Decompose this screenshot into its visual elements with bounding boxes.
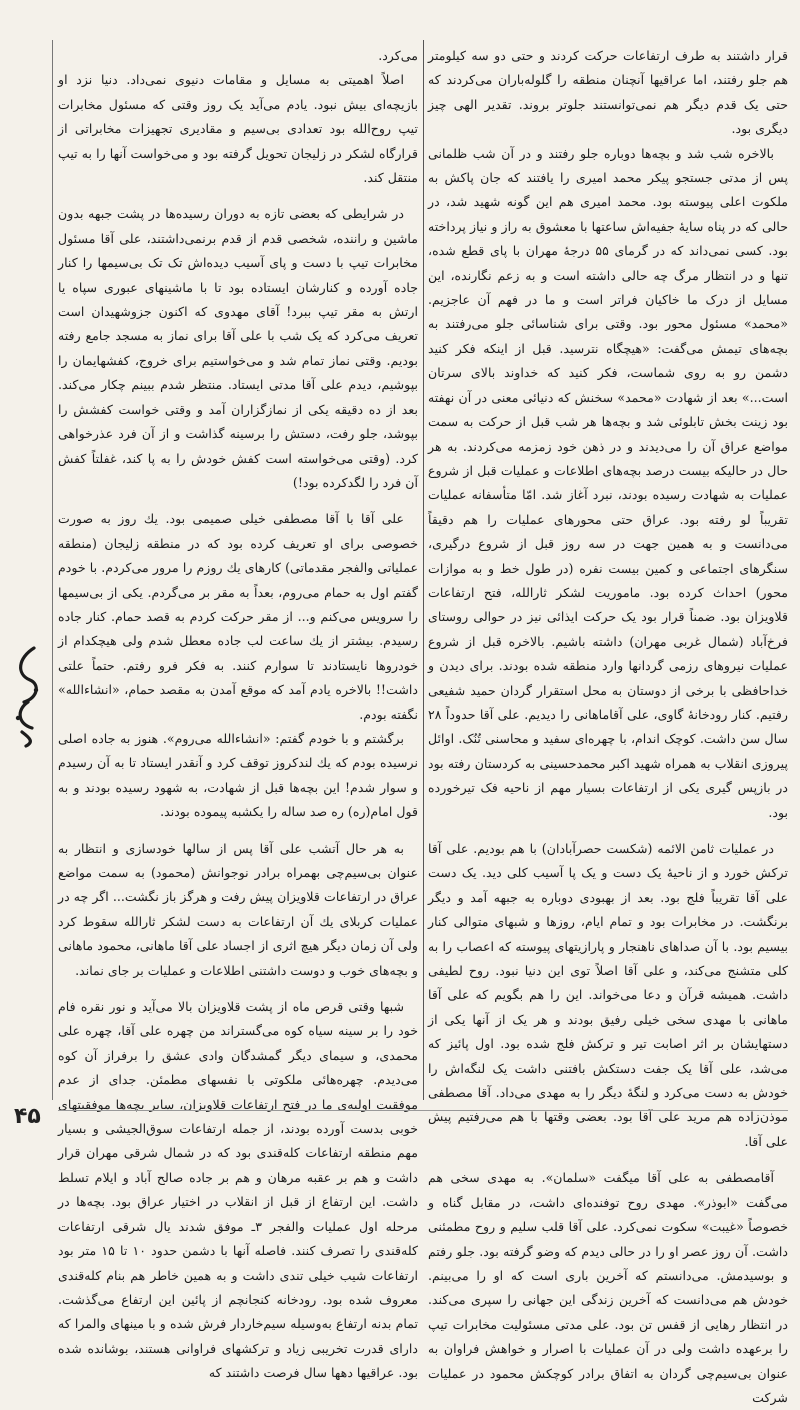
page-number: ۴۵ xyxy=(14,1104,41,1129)
paragraph: برگشتم و با خودم گفتم: «انشاءالله می‌روم». هنوز به جاده اصلی نرسیده بودم که یك لندکروز توقف کرد و آنقدر ایستاد تا به آن رسیدم و سوار شدم! این بچه‌ها قبل از شهادت، به شهود رسیده بودند و به قول امام(ره) ره صد ساله را یکشبه پیموده بودند. xyxy=(58,730,418,820)
paragraph: می‌کرد. xyxy=(378,48,418,63)
margin-rule xyxy=(52,40,53,1100)
text-column-left xyxy=(58,44,419,1381)
paragraph: به هر حال آتشب علی آقا پس از سالها خودسازی و انتظار به عنوان بی‌سیم‌چی بهمراه برادر نوجوانش (محمود) به سمت مواضع عراق در ارتفاعات قلاویزان پیش رفت و هرگز باز نگشت... اگر چه در عملیات کربلای یك آن ارتفاعات به دست لشکر ثارالله سقوط کرد ولی آن زمان دیگر هیچ اثری از اجساد علی آقا ماهانی، محمود ماهانی و بچه‌های خوب و دوست داشتنی اطلاعات و عملیات بر جای نماند. xyxy=(58,840,418,978)
magazine-logo xyxy=(4,640,48,750)
paragraph: علی آقا با آقا مصطفی خیلی صمیمی بود. یك روز به صورت خصوصی برای او تعریف کرده بود که در منطقه زلیجان (منطقه عملیاتی والفجر مقدماتی) کارهای یك روزم را مرور می‌کردم. با خودم گفتم اول به حمام می‌روم، بعداً به مقر بر می‌گردم. یکی از بی‌سیمها را سرویس می‌کنم و... از مقر حرکت کردم به قصد حمام. کنار جاده رسیدم. بیشتر از یك ساعت لب جاده معطل شدم ولی هیچکدام از خودروها نایستادند تا سوارم کنند. به فکر فرو رفتم. حتماً علتی داشت!! بالاخره یادم آمد که موقع آمدن به مقصد حمام، «انشاءالله» نگفته بودم. xyxy=(58,511,418,722)
paragraph: در شرایطی که بعضی تازه به دوران رسیده‌ها در پشت جبهه بدون ماشین و راننده، شخصی قدم از قدم برنمی‌داشتند، علی آقا مسئول مخابرات تیپ با دست و پای آسیب دیده‌اش تک تک بی‌سیمها را کنار جاده آورده و کنارشان ایستاده بود تا با ماشینهای عبوری سپاه یا ارتش به مقر تیپ ببرد! آقای مهدوی که اکنون جزوشهیدان است تعریف می‌کرد که یک شب با علی آقا برای نماز به مسجد جامع رفته بودیم. وقتی نماز تمام شد و می‌خواستیم برای خروج، کفشهایمان را بپوشیم، دیدم علی آقا مدتی ایستاد. منتظر شدم ببینم چکار می‌کند. بعد از ده دقیقه یکی از نمازگزاران آمد و وقتی خواست کفشش را بپوشد، جلو رفت، دستش را برسینه گذاشت و از آن فرد عذرخواهی کرد. (وقتی می‌خواسته است کفش خودش را به پا کند، غفلتاً کفش آن فرد را لگدکرده بود!) xyxy=(58,206,418,490)
column-divider xyxy=(423,40,424,1100)
paragraph: اصلاً اهمیتی به مسایل و مقامات دنیوی نمی‌داد. دنیا نزد او بازیچه‌ای بیش نبود. یادم می‌آید یک روز وقتی که مسئول مخابرات تیپ روح‌الله بود تعدادی بی‌سیم و مقادیری تجهیزات مخابراتی از قرارگاه لشکر در زلیجان تحویل گرفته بود و می‌خواست آنها را به تیپ منتقل کند. xyxy=(58,72,418,186)
paragraph: شبها وقتی قرص ماه از پشت قلاویزان بالا می‌آید و نور نقره فام خود را بر سینه سیاه کوه می‌گستراند من چهره علی آقا، چهره علی محمدی، و سیمای دیگر گمشدگان وادی عشق را برفراز آن کوه می‌دیدم. چهره‌هائی ملکوتی با نفسهای مطمئن. جدای از عدم موفقیت اولیه‌ی ما در فتح ارتفاعات قلاویزان، سایر بچه‌ها موفقیتهای خوبی بدست آورده بودند، از جمله ارتفاعات سوق‌الجیشی و بسیار مهم منطقه ارتفاعات کله‌قندی بود که در شمال شرقی مهران قرار داشت و هم بر عقبه مرهان و هم بر جاده صالح آباد و ایلام تسلط داشت. این ارتفاع از قبل از انقلاب در اختیار عراق بود. بچه‌ها در مرحله اول عملیات والفجر ۳ـ موفق شدند یال شرقی ارتفاعات کله‌قندی را تصرف کنند. فاصله آنها با دشمن حدود ۱۰ تا ۱۵ متر بود ارتفاعات شیب خیلی تندی داشت و به همین خاطر هم بنام کله‌قندی معروف شده بود. رودخانه کنجانچم از پائین این ارتفاع می‌گذشت. تمام بدنه ارتفاع به‌وسیله سیم‌خاردار فرش شده و با مینهای والمرا که دارای قدرت تخریبی زیاد و ترکشهای فراوانی هستند، بوشانده شده بود. عراقیها دهها سال فرصت داشتند که xyxy=(58,999,419,1381)
paragraph: بالاخره شب شد و بچه‌ها دوباره جلو رفتند و در آن شب ظلمانی پس از مدتی جستجو پیکر محمد امیری را یافتند که جان پاکش به ملکوت اعلی پیوسته بود. محمد امیری هم این گونه شهید شد، در حالی که در پناه سایهٔ جفیه‌اش ساعتها با معشوق به راز و نیاز پرداخته بود. کسی نمی‌داند که در گرمای ۵۵ درجهٔ مهران با پای قطع شده، تنها و در انتظار مرگ چه حالی داشته است و به زعم نگارنده، این مسایل از درک ما خاکیان فراتر است و ما در فهم آن عاجزیم. «محمد» مسئول محور بود. وقتی برای شناسائی جلو می‌رفتند به بچه‌های تیمش می‌گفت: «هیچگاه نترسید. قبل از اینکه فکر کنید دشمن رو به روی شماست، فکر کنید که خداوند بالای سرتان است...» بعد از شهادت «محمد» سخنش که دنیائی معنی در آن نهفته بود زینت بخش تابلوئی شد و بچه‌ها هر شب قبل از حرکت به سمت مواضع عراق آن را می‌دیدند و در ذهن خود زمزمه می‌کردند. به هر حال در حالیکه بیست درصد بچه‌های اطلاعات و عملیات قبل از شروع عملیات به شهادت رسیده بودند، نبرد آغاز شد. امّا متأسفانه عملیات تقریباً لو رفته بود. عراق حتی محورهای عملیات را هم دقیقاً می‌دانست و به همین جهت در سه روز قبل از شروع درگیری، سنگرهای اجتماعی و کمین بیست نفره (در طول خط و به موازات محور) احداث کرده بود. ماموریت لشکر ثارالله، فتح ارتفاعات قلاویزان بود. ضمناً قرار بود یک حرکت ایذائی نیز در حوالی روستای فرخ‌آباد (شمال غربی مهران) داشته باشیم. بالاخره قبل از شروع عملیات نیروهای رزمی گردانها وارد منطقه شده بودند. برای دیدن و خداحافظی با برخی از دوستان به محل استقرار گردان حمید شفیعی رفتیم. کنار رودخانهٔ گاوی، علی آقاماهانی را دیدیم. علی آقا حدوداً ۲۸ سال سن داشت. کوچک اندام، با چهره‌ای سفید و محاسنی تُنُک. اوائل پیروزی انقلاب به همراه شهید اکبر محمدحسینی به کردستان رفته بود در بازپس گیری یکی از ارتفاعات بسیار مهم از ناحیه فک تیرخورده بود. xyxy=(428,145,788,820)
paragraph: قرار داشتند به طرف ارتفاعات حرکت کردند و حتی دو سه کیلومتر هم جلو رفتند، اما عراقیها آنچنان منطقه را گلوله‌باران می‌کردند که حتی یک قدم دیگر هم نمی‌توانستند جلوتر بروند. تقدیر الهی چیز دیگری بود. xyxy=(428,48,788,137)
paragraph: آقامصطفی به علی آقا میگفت «سلمان». به مهدی سخی هم می‌گفت «ابوذر». مهدی روح توفنده‌ای داشت، در مقابل گناه و خصوصاً «غیبت» سکوت نمی‌کرد. علی آقا قلب سلیم و روح مطمئنی داشت. آن روز عصر او را در حالی دیدم که وضو گرفته بود. جلو رفتم و بوسیدمش. می‌دانستم که آخرین باری است که او را می‌بینم. خودش هم می‌دانست که آخرین زندگی این جهانی را سپری می‌کند. در انتظار رهایی از قفس تن بود. علی مدتی مسئولیت مخابرات تیپ را برعهده داشت ولی در آن عملیات با اصرار و خواهش فراوان به عنوان بی‌سیم‌چی گردان به اتفاق برادر کوچکش محمود در عملیات شرکت xyxy=(428,1170,788,1405)
paragraph: در عملیات ثامن الائمه (شکست حصرآبادان) با هم بودیم. علی آقا ترکش خورد و از ناحیهٔ یک دست و یک پا آسیب کلی دید. یک دست علی آقا تقریباً فلج بود. بعد از بهبودی دوباره به جبهه آمد و دیگر برنگشت. در مخابرات بود و تمام ایام، روزها و شبهای متوالی کنار بیسیم بود. با آن صداهای ناهنجار و پارازیتهای پیوسته که اعصاب را به کلی متشنج می‌کند، و علی آقا اصلاً توی این دنیا نبود. روح لطیفی داشت. همیشه قرآن و دعا می‌خواند. این را هم بگویم که علی آقا ماهانی با مهدی سخی خیلی رفیق بودند و هر یک از آنها یکی از دستهایشان بر اثر اصابت تیر و ترکش فلج شده بود. اول پائیز که می‌شد، علی آقا یک جفت دستکش بافتنی داشت یک لنگه‌اش را خودش به دست می‌کرد و لنگهٔ دیگر را به مهدی می‌داد. آقا مصطفی موذن‌زاده هم مرید علی آقا بود. بعضی وقتها با هم می‌رفتیم پیش علی آقا. xyxy=(428,841,788,1149)
text-column-right xyxy=(428,44,788,1405)
footer-rule xyxy=(58,1110,788,1111)
